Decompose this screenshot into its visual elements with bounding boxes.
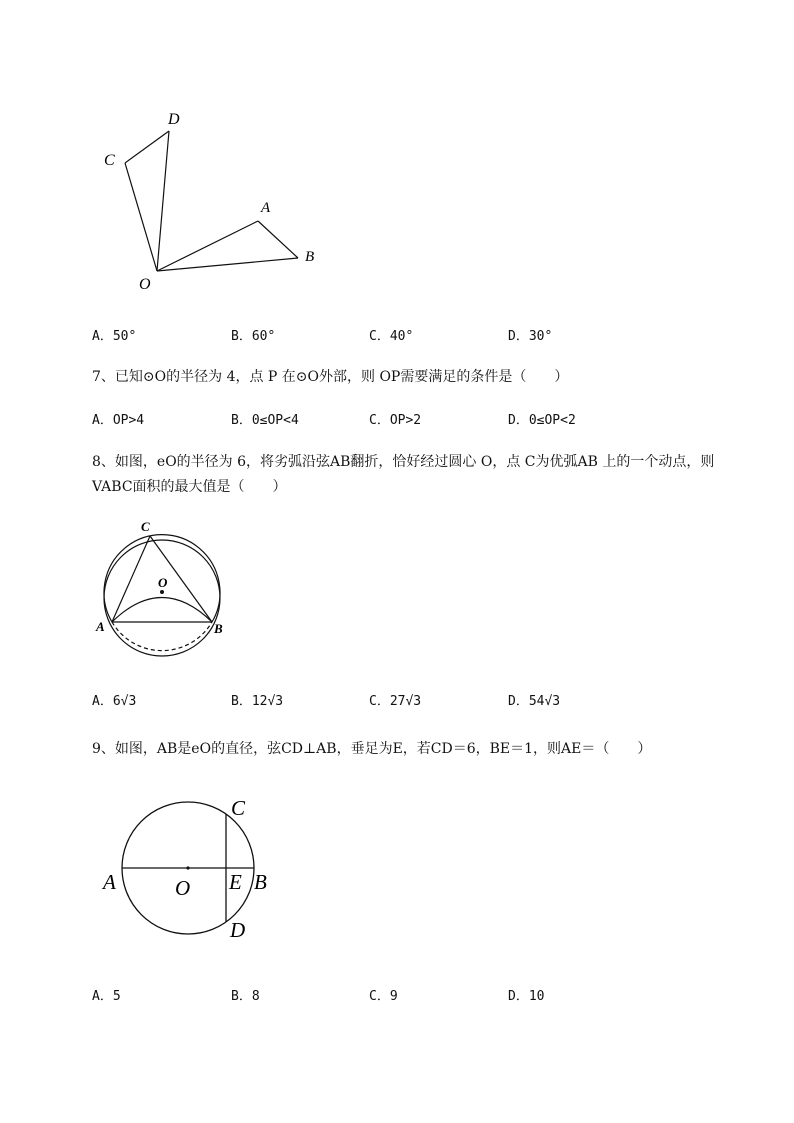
label-e: E (229, 870, 242, 894)
label-c: C (104, 152, 115, 169)
q8-option-c: C．27√3 (369, 694, 422, 709)
q8-option-a: A．6√3 (92, 694, 137, 709)
q7-option-a: A．OP>4 (92, 413, 145, 428)
label-b: B (305, 249, 315, 265)
folded-arc-dashed (112, 622, 212, 651)
q7-stem: 7、已知⊙O的半径为 4，点 P 在⊙O外部，则 OP需要满足的条件是（ ） (92, 369, 569, 385)
q9-option-b: B．8 (231, 989, 260, 1004)
q6-option-c: C．40° (369, 329, 414, 344)
q8-option-b: B．12√3 (231, 694, 284, 709)
segment-cd (125, 131, 169, 163)
label-d: D (168, 111, 180, 128)
q8-figure (90, 515, 230, 660)
label-a: A (261, 200, 271, 216)
q9-option-a: A．5 (92, 989, 121, 1004)
center-dot (160, 590, 164, 594)
q9-figure (100, 792, 280, 947)
label-a: A (103, 870, 116, 894)
q7-option-d: D．0≤OP<2 (508, 413, 576, 428)
label-b: B (254, 870, 267, 894)
label-c: C (231, 796, 246, 820)
q6-option-b: B．60° (231, 329, 276, 344)
segment-ab (258, 221, 298, 258)
q6-option-a: A．50° (92, 329, 137, 344)
q7-option-b: B．0≤OP<4 (231, 413, 299, 428)
label-o: O (139, 276, 151, 293)
center-dot (186, 866, 189, 869)
label-a: A (96, 619, 105, 634)
q6-option-d: D．30° (508, 329, 553, 344)
q7-option-c: C．OP>2 (369, 413, 422, 428)
label-d: D (230, 918, 246, 942)
segment-od (157, 131, 169, 271)
q6-figure (95, 105, 335, 300)
label-o: O (158, 575, 168, 590)
segment-oc (125, 163, 157, 271)
label-b: B (214, 621, 223, 636)
q9-option-c: C．9 (369, 989, 398, 1004)
q8-option-d: D．54√3 (508, 694, 561, 709)
q9-option-d: D．10 (508, 989, 545, 1004)
q8-stem-line2: VABC面积的最大值是（ ） (92, 479, 287, 495)
q9-stem: 9、如图，AB是eO的直径，弦CD⊥AB，垂足为E，若CD＝6，BE＝1，则AE＝（ ） (92, 741, 652, 757)
label-o: O (175, 876, 191, 900)
label-c: C (141, 519, 150, 534)
q8-stem-line1: 8、如图，eO的半径为 6，将劣弧沿弦AB翻折，恰好经过圆心 O，点 C为优弧AB 上的一个动点，则 (92, 454, 715, 470)
